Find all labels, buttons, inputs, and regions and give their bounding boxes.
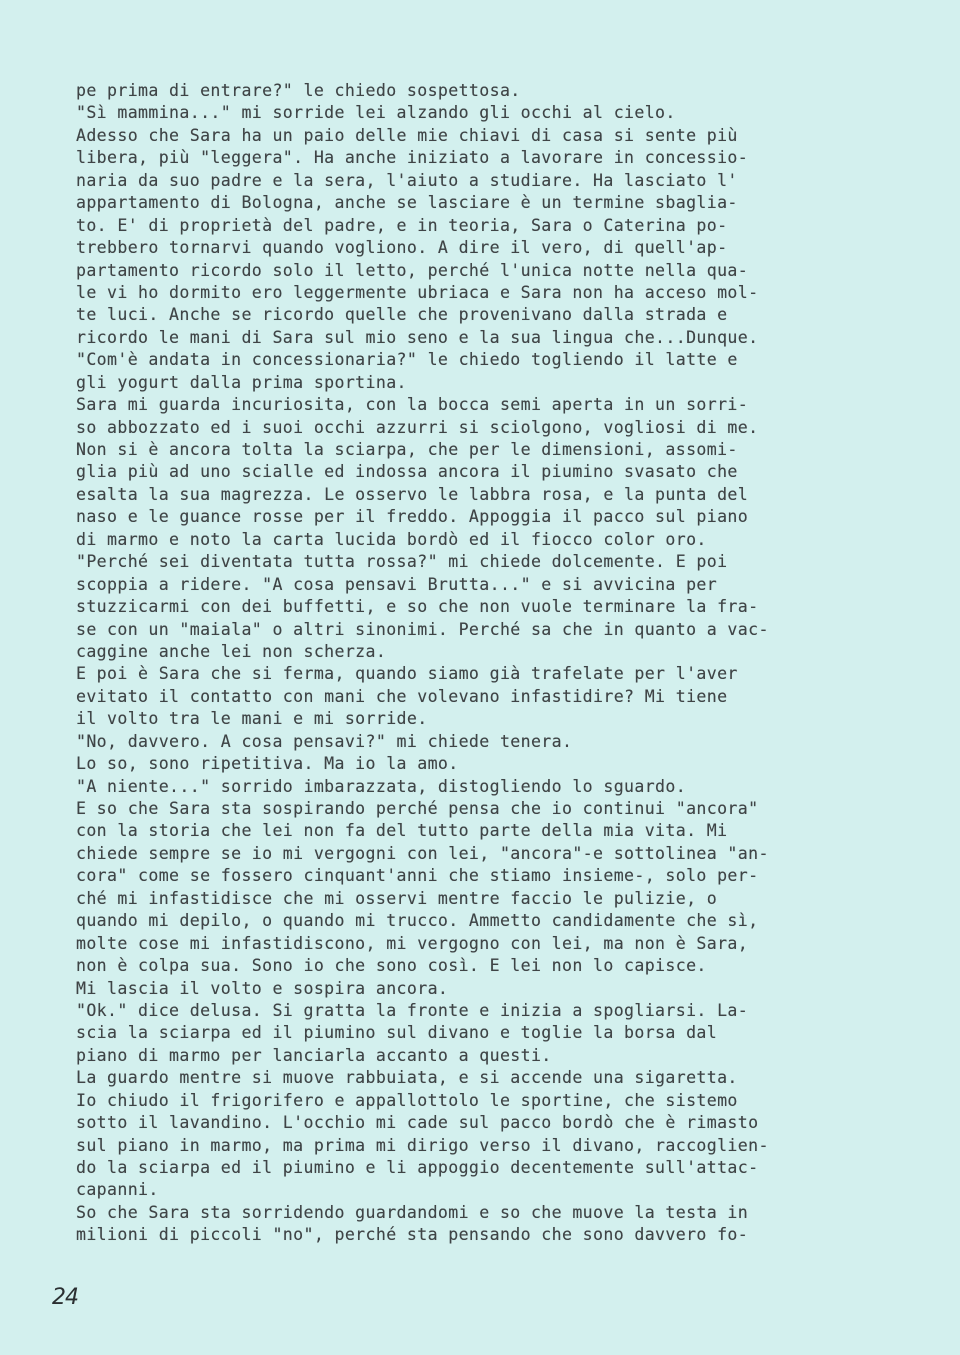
text-line: Adesso che Sara ha un paio delle mie chiavi di casa si sente più <box>76 125 738 145</box>
text-line: evitato il contatto con mani che volevano infastidire? Mi tiene <box>76 686 728 706</box>
text-line: so abbozzato ed i suoi occhi azzurri si sciolgono, vogliosi di me. <box>76 417 759 437</box>
text-line: "Perché sei diventata tutta rossa?" mi chiede dolcemente. E poi <box>76 552 728 572</box>
text-line: So che Sara sta sorridendo guardandomi e so che muove la testa in <box>76 1202 749 1222</box>
text-line: libera, più "leggera". Ha anche iniziato a lavorare in concessio- <box>76 148 749 168</box>
text-line: "Com'è andata in concessionaria?" le chiedo togliendo il latte e <box>76 350 738 370</box>
text-line: scoppia a ridere. "A cosa pensavi Brutta..." e si avvicina per <box>76 574 718 594</box>
text-line: capanni. <box>76 1180 159 1200</box>
text-line: "No, davvero. A cosa pensavi?" mi chiede tenera. <box>76 731 573 751</box>
text-line: quando mi depilo, o quando mi trucco. Ammetto candidamente che sì, <box>76 911 759 931</box>
text-line: sotto il lavandino. L'occhio mi cade sul pacco bordò che è rimasto <box>76 1113 759 1133</box>
text-line: ricordo le mani di Sara sul mio seno e la sua lingua che...Dunque. <box>76 327 759 347</box>
text-line: non è colpa sua. Sono io che sono così. E lei non lo capisce. <box>76 956 707 976</box>
page-number: 24 <box>52 1285 78 1310</box>
text-line: chiede sempre se io mi vergogni con lei, "ancora"-e sottolinea "an- <box>76 843 769 863</box>
text-line: Non si è ancora tolta la sciarpa, che per le dimensioni, assomi- <box>76 440 738 459</box>
text-line: E poi è Sara che si ferma, quando siamo già trafelate per l'aver <box>76 664 738 684</box>
text-line: piano di marmo per lanciarla accanto a questi. <box>76 1045 552 1065</box>
text-line: il volto tra le mani e mi sorride. <box>76 709 428 729</box>
text-line: te luci. Anche se ricordo quelle che provenivano dalla strada e <box>76 305 728 325</box>
text-line: stuzzicarmi con dei buffetti, e so che non vuole terminare la fra- <box>76 597 759 617</box>
text-line: do la sciarpa ed il piumino e li appoggio decentemente sull'attac- <box>76 1158 759 1177</box>
text-line: cora" come se fossero cinquant'anni che stiamo insieme-, solo per- <box>76 866 759 886</box>
text-line: La guardo mentre si muove rabbuiata, e si accende una sigaretta. <box>76 1068 738 1088</box>
text-line: Io chiudo il frigorifero e appallottolo le sportine, che sistemo <box>76 1090 738 1110</box>
text-line: di marmo e noto la carta lucida bordò ed il fiocco color oro. <box>76 529 707 549</box>
text-line: con la storia che lei non fa del tutto parte della mia vita. Mi <box>76 821 728 841</box>
text-line: naso e le guance rosse per il freddo. Appoggia il pacco sul piano <box>76 507 749 527</box>
text-line: E so che Sara sta sospirando perché pensa che io continui "ancora" <box>76 799 759 818</box>
text-line: scia la sciarpa ed il piumino sul divano e toglie la borsa dal <box>76 1023 718 1043</box>
text-line: trebbero tornarvi quando vogliono. A dire il vero, di quell'ap- <box>76 238 728 258</box>
text-line: sul piano in marmo, ma prima mi dirigo verso il divano, raccoglien- <box>76 1135 769 1155</box>
text-line: Sara mi guarda incuriosita, con la bocca semi aperta in un sorri- <box>76 395 749 415</box>
text-line: molte cose mi infastidiscono, mi vergogno con lei, ma non è Sara, <box>76 933 749 953</box>
text-line: "Sì mammina..." mi sorride lei alzando gli occhi al cielo. <box>76 103 676 123</box>
text-line: partamento ricordo solo il letto, perché l'unica notte nella qua- <box>76 260 749 280</box>
text-line: esalta la sua magrezza. Le osservo le labbra rosa, e la punta del <box>76 484 749 504</box>
text-line: "Ok." dice delusa. Si gratta la fronte e inizia a spogliarsi. La- <box>76 1000 749 1020</box>
text-line: to. E' di proprietà del padre, e in teoria, Sara o Caterina po- <box>76 215 728 235</box>
text-line: "A niente..." sorrido imbarazzata, distogliendo lo sguardo. <box>76 776 687 796</box>
text-line: Lo so, sono ripetitiva. Ma io la amo. <box>76 754 459 774</box>
text-line: pe prima di entrare?" le chiedo sospettosa. <box>76 81 521 100</box>
text-line: appartamento di Bologna, anche se lasciare è un termine sbaglia- <box>76 193 738 213</box>
text-line: milioni di piccoli "no", perché sta pensando che sono davvero fo- <box>76 1225 749 1245</box>
text-line: Mi lascia il volto e sospira ancora. <box>76 978 449 998</box>
text-line: gli yogurt dalla prima sportina. <box>76 372 407 392</box>
text-line: ché mi infastidisce che mi osservi mentre faccio le pulizie, o <box>76 888 718 908</box>
body-text <box>76 80 876 1247</box>
text-line: caggine anche lei non scherza. <box>76 641 387 661</box>
text-line: se con un "maiala" o altri sinonimi. Perché sa che in quanto a vac- <box>76 619 769 639</box>
text-line: naria da suo padre e la sera, l'aiuto a studiare. Ha lasciato l' <box>76 170 738 190</box>
text-line: le vi ho dormito ero leggermente ubriaca e Sara non ha acceso mol- <box>76 282 759 302</box>
text-line: glia più ad uno scialle ed indossa ancora il piumino svasato che <box>76 462 738 482</box>
